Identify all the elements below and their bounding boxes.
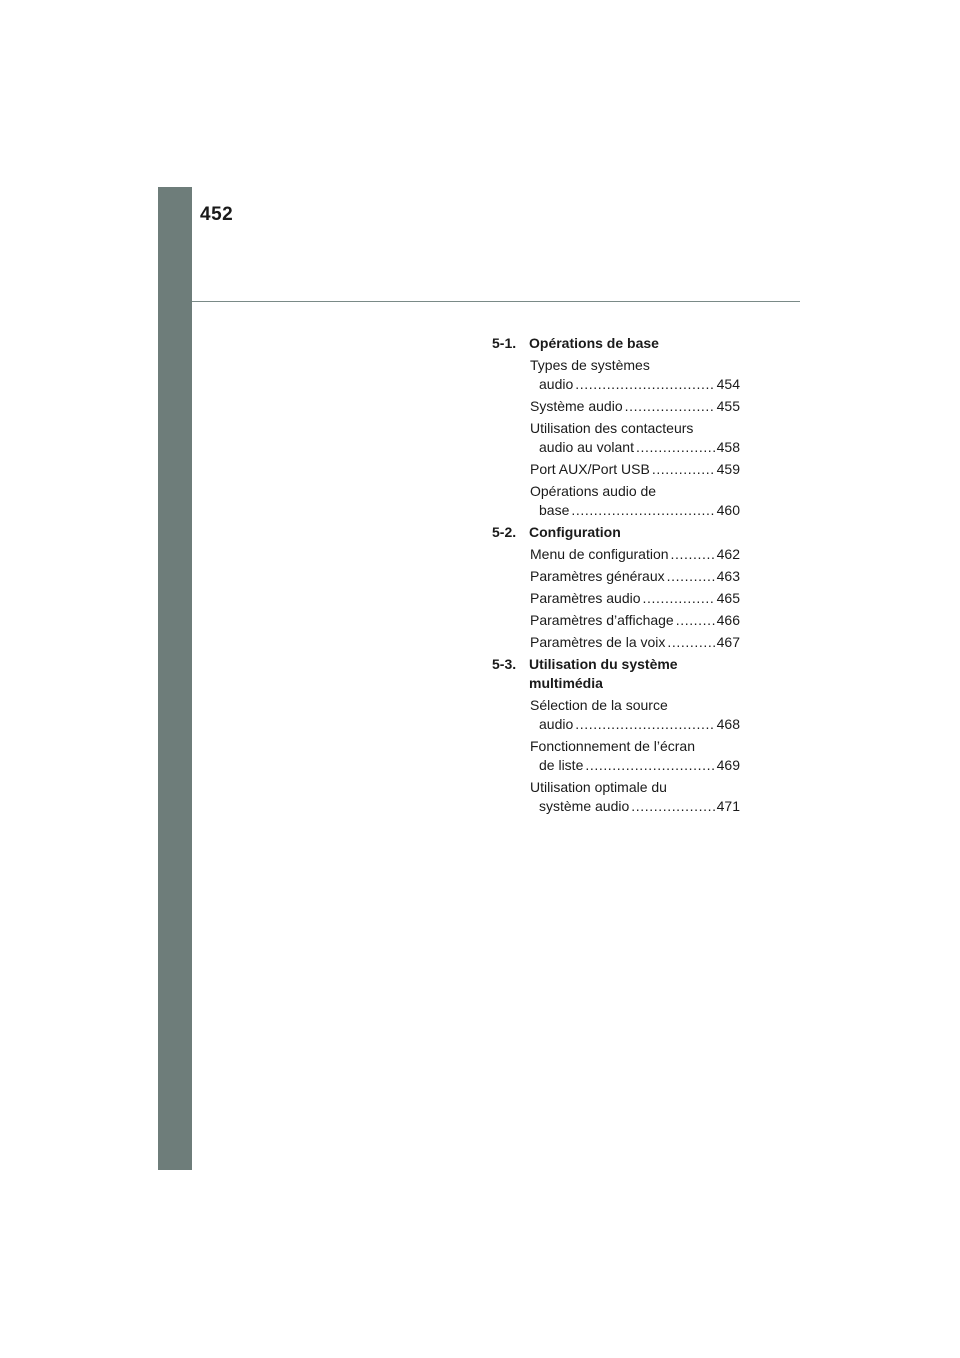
toc-section-5-2 [492, 523, 740, 652]
header-rule [192, 301, 800, 302]
dot-leader [667, 567, 715, 586]
entry-page-number: 462 [716, 546, 740, 562]
entry-title-line: Types de systèmes [530, 357, 650, 373]
dot-leader [571, 501, 714, 520]
entry-title-end: Paramètres d’affichage [530, 612, 674, 628]
section-number: 5-3. [492, 656, 517, 672]
dot-leader [643, 589, 715, 608]
dot-leader [671, 545, 715, 564]
dot-leader [575, 375, 714, 394]
entry-page-number: 454 [716, 376, 740, 392]
chapter-side-bar [158, 187, 192, 1170]
toc-entry[interactable] [530, 482, 740, 520]
entry-page-number: 455 [716, 398, 740, 414]
section-number: 5-2. [492, 524, 517, 540]
page-number: 452 [200, 204, 234, 225]
section-number: 5-1. [492, 335, 517, 351]
toc-entry[interactable] [530, 567, 740, 586]
toc-entry[interactable] [530, 460, 740, 479]
toc-entry[interactable] [530, 778, 740, 816]
section-title: Utilisation du système multimédia [529, 656, 678, 691]
entry-title-line: Opérations audio de [530, 483, 657, 499]
toc-entry[interactable] [530, 419, 740, 457]
section-heading [492, 334, 740, 353]
dot-leader [676, 611, 715, 630]
toc-entry[interactable] [530, 611, 740, 630]
entry-page-number: 458 [716, 439, 740, 455]
toc-entry[interactable] [530, 589, 740, 608]
entry-page-number: 467 [716, 634, 740, 650]
entry-title-end: audio [539, 376, 574, 392]
entry-title-end: de liste [539, 757, 584, 773]
entry-title-line: Utilisation des contacteurs [530, 420, 694, 436]
toc-entry[interactable] [530, 633, 740, 652]
dot-leader [667, 633, 714, 652]
entry-title-end: base [539, 502, 570, 518]
entry-title-line: Sélection de la source [530, 697, 668, 713]
table-of-contents [492, 334, 740, 819]
section-title: Opérations de base [529, 335, 659, 351]
entry-page-number: 463 [716, 568, 740, 584]
entry-page-number: 469 [716, 757, 740, 773]
entry-title-end: audio au volant [539, 439, 634, 455]
entry-page-number: 468 [716, 716, 740, 732]
entry-title-line: Fonctionnement de l’écran [530, 738, 695, 754]
toc-entry[interactable] [530, 356, 740, 394]
dot-leader [585, 756, 714, 775]
entry-title-end: Système audio [530, 398, 623, 414]
dot-leader [636, 438, 715, 457]
entry-title-end: Port AUX/Port USB [530, 461, 650, 477]
dot-leader [652, 460, 715, 479]
entry-page-number: 460 [716, 502, 740, 518]
section-heading [492, 655, 740, 693]
section-title: Configuration [529, 524, 621, 540]
toc-entry[interactable] [530, 696, 740, 734]
entry-title-end: audio [539, 716, 574, 732]
entry-title-line: Utilisation optimale du [530, 779, 667, 795]
toc-entry[interactable] [530, 737, 740, 775]
dot-leader [625, 397, 715, 416]
toc-entry[interactable] [530, 545, 740, 564]
entry-page-number: 466 [716, 612, 740, 628]
entry-page-number: 459 [716, 461, 740, 477]
dot-leader [575, 715, 714, 734]
entry-title-end: Menu de configuration [530, 546, 669, 562]
entry-title-end: système audio [539, 798, 630, 814]
section-heading [492, 523, 740, 542]
toc-entry[interactable] [530, 397, 740, 416]
entry-title-end: Paramètres généraux [530, 568, 665, 584]
dot-leader [631, 797, 714, 816]
entry-page-number: 471 [716, 798, 740, 814]
toc-section-5-3 [492, 655, 740, 816]
toc-section-5-1 [492, 334, 740, 520]
entry-title-end: Paramètres de la voix [530, 634, 666, 650]
entry-page-number: 465 [716, 590, 740, 606]
entry-title-end: Paramètres audio [530, 590, 641, 606]
